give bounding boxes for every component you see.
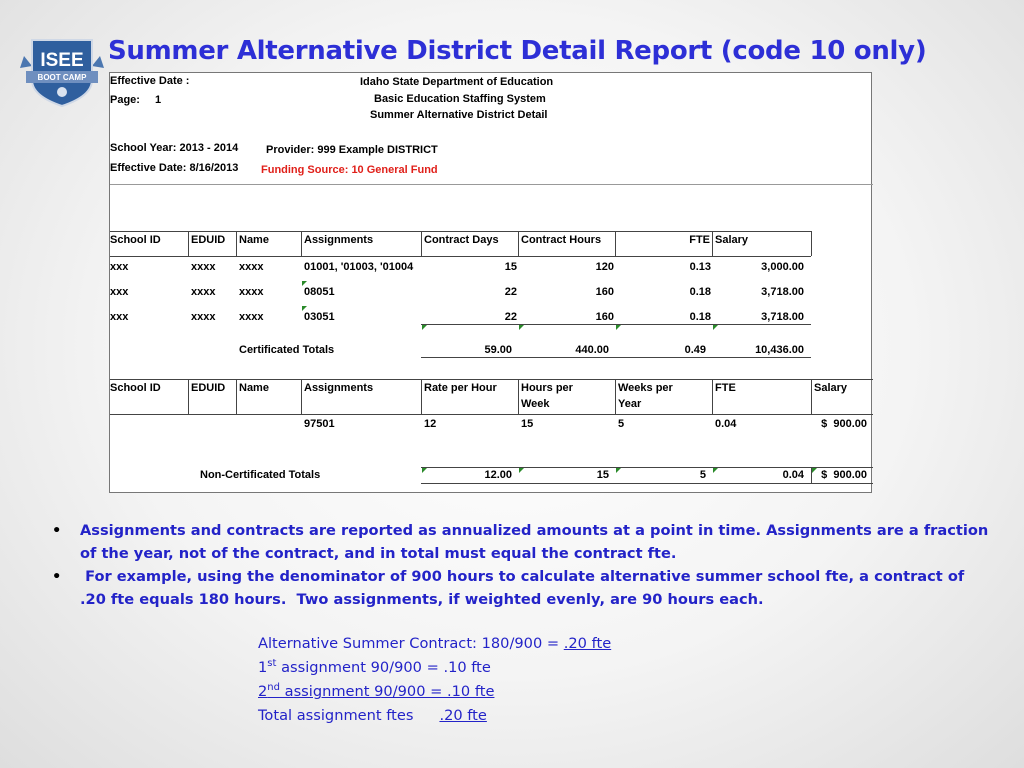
example-line-contract: Alternative Summer Contract: 180/900 = .20 fte	[258, 635, 612, 652]
page-label: Page:	[110, 94, 140, 106]
bullet-item	[52, 519, 992, 565]
effective-date: Effective Date: 8/16/2013	[110, 162, 239, 174]
example-line-second-assignment: 2nd assignment 90/900 = .10 fte	[258, 682, 495, 700]
noncert-col-year: Year	[618, 398, 642, 410]
bullet-text: Assignments and contracts are reported as annualized amounts at a point in time. Assignments are a fraction of the year, not of the contract, and in total must equal the contract fte.	[80, 522, 989, 562]
logo-text: ISEE	[40, 50, 84, 71]
cert-col-assignments: Assignments	[304, 234, 374, 246]
org-line-3: Summer Alternative District Detail	[370, 109, 548, 121]
header-divider	[110, 184, 873, 185]
noncert-col-salary: Salary	[814, 382, 848, 394]
cell-marker-icon	[713, 325, 718, 330]
bullet-dot-icon: •	[52, 522, 62, 539]
cert-col-school-id: School ID	[110, 234, 161, 246]
noncert-col-eduid: EDUID	[191, 382, 226, 394]
cert-col-name: Name	[239, 234, 269, 246]
funding-source: Funding Source: 10 General Fund	[261, 164, 438, 176]
noncert-col-name: Name	[239, 382, 269, 394]
noncert-col-assignments: Assignments	[304, 382, 374, 394]
noncert-col-rate-per-hour: Rate per Hour	[424, 382, 497, 394]
logo-subtext: BOOT CAMP	[37, 73, 87, 82]
report-image: Effective Date : Page: 1 Idaho State Department of Education Basic Education Staffing System Summer Alternative District Detail School Year: 2013 - 2014 Provider: 999 Example DISTRICT Effective Date: 8/16/2013 Funding Source: 10 General Fund School ID EDUID Name Assignments Contract Days Contract Hours FTE Salary xxx xxxx xxxx 01001, '01003, '01004 15 120 0.13 3,000.00 xxx xxxx xxxx 08051 22 160 0.18 3,718.00 xxx xxxx xxxx 03051 22 160 0.18 3,718.00 Certificated Totals 59.00 440.00 0.49 10,436.00 School ID EDUID Name Assignments Rate per Hour Hours per Week Weeks per Year FTE Salary 97501 12 15 5 0.04 $ 900.00 Non-Certificated Totals 12.00 15 5 0.04 $ 900.00	[109, 72, 872, 493]
cell-marker-icon	[422, 325, 427, 330]
org-line-1: Idaho State Department of Education	[360, 76, 554, 88]
slide-title: Summer Alternative District Detail Report (code 10 only)	[108, 36, 927, 66]
cell-marker-icon	[302, 281, 307, 286]
bullet-dot-icon: •	[52, 568, 62, 585]
noncert-totals-label: Non-Certificated Totals	[200, 469, 321, 481]
noncert-col-hours-per: Hours per	[521, 382, 573, 394]
cert-col-contract-days: Contract Days	[424, 234, 499, 246]
example-line-first-assignment: 1st assignment 90/900 = .10 fte	[258, 658, 491, 676]
cell-marker-icon	[519, 325, 524, 330]
page-number: 1	[155, 94, 162, 106]
bullet-text: For example, using the denominator of 900 hours to calculate alternative summer school fte, a contract of .20 fte equals 180 hours. Two assignments, if weighted evenly, are 90 hours each.	[80, 568, 970, 608]
cell-marker-icon	[616, 468, 621, 473]
noncert-col-week: Week	[521, 398, 550, 410]
noncert-col-fte: FTE	[715, 382, 736, 394]
cert-col-fte: FTE	[689, 234, 710, 246]
example-line-total: Total assignment ftes .20 fte	[258, 707, 487, 724]
cell-marker-icon	[616, 325, 621, 330]
school-year: School Year: 2013 - 2014	[110, 142, 239, 154]
noncert-col-school-id: School ID	[110, 382, 161, 394]
cert-col-contract-hours: Contract Hours	[521, 234, 602, 246]
noncert-col-weeks-per: Weeks per	[618, 382, 673, 394]
cert-col-eduid: EDUID	[191, 234, 226, 246]
cell-marker-icon	[302, 306, 307, 311]
cell-marker-icon	[713, 468, 718, 473]
org-line-2: Basic Education Staffing System	[374, 93, 546, 105]
bullet-item	[52, 565, 992, 611]
cert-col-salary: Salary	[715, 234, 749, 246]
effective-date-label: Effective Date :	[110, 75, 190, 87]
cert-totals-label: Certificated Totals	[239, 344, 335, 356]
provider: Provider: 999 Example DISTRICT	[266, 144, 438, 156]
example-calculation	[258, 632, 611, 728]
isee-boot-camp-logo	[18, 36, 106, 108]
bullet-list	[52, 519, 992, 611]
